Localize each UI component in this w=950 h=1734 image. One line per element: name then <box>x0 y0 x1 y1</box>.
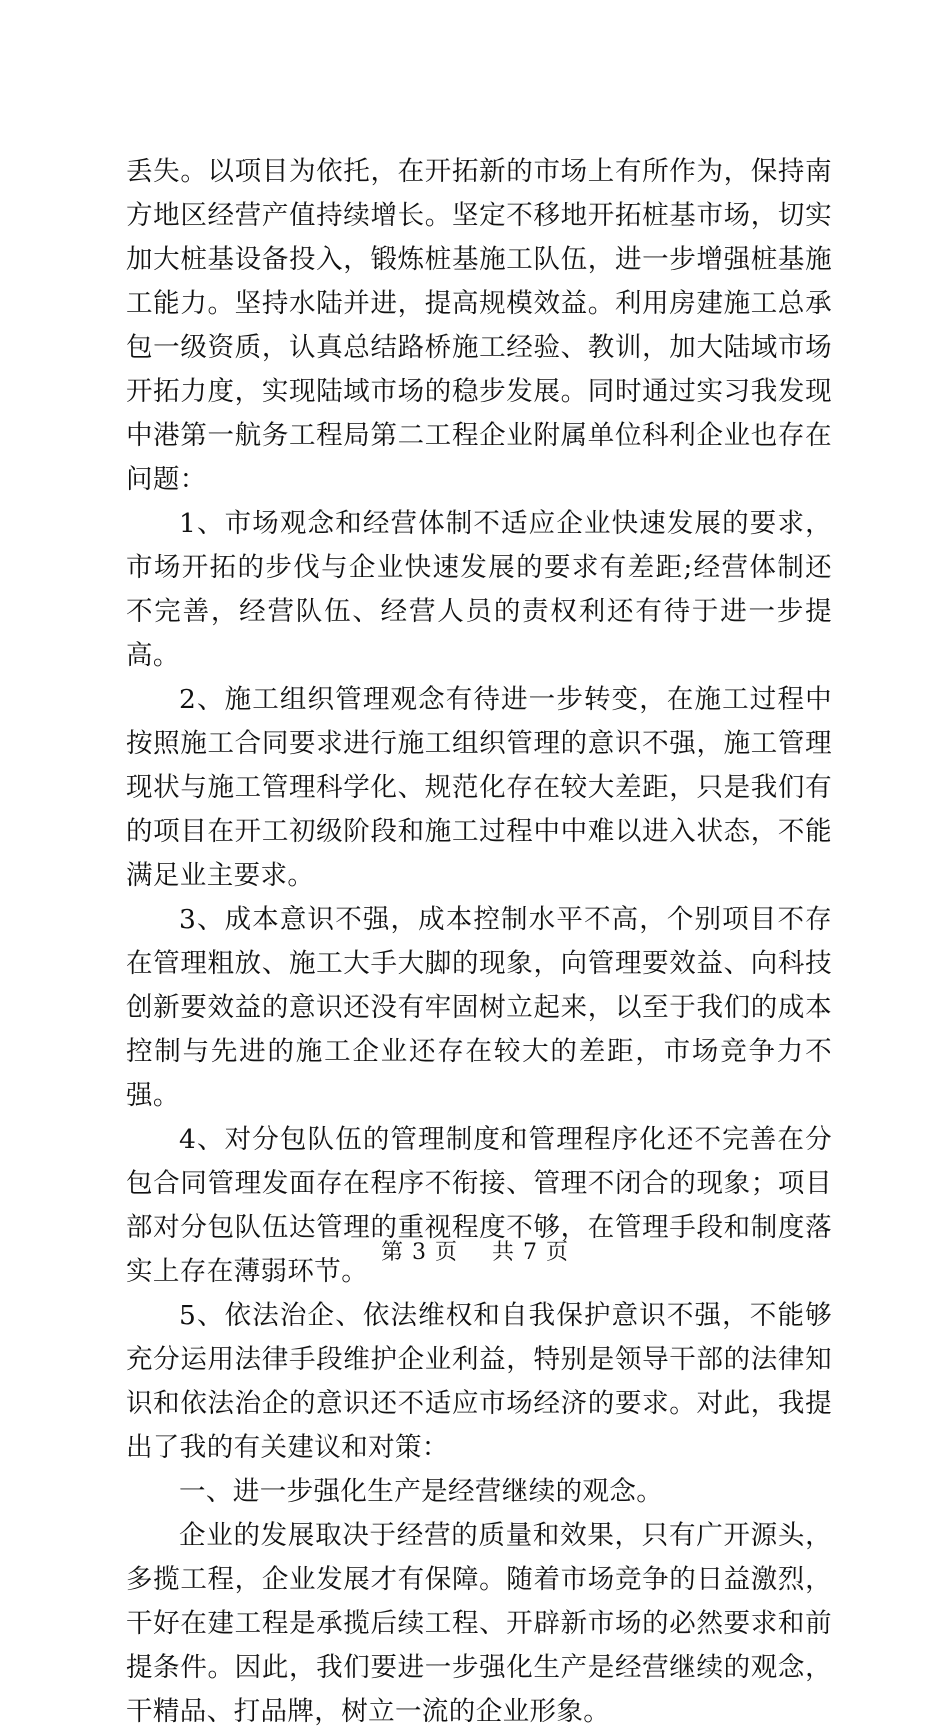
paragraph: 2、施工组织管理观念有待进一步转变，在施工过程中按照施工合同要求进行施工组织管理的意识不强，施工管理现状与施工管理科学化、规范化存在较大差距，只是我们有的项目在开工初级阶段和施工过程中中难以进入状态，不能满足业主要求。 <box>126 684 832 891</box>
document-body <box>126 150 832 1734</box>
paragraph: 1、市场观念和经营体制不适应企业快速发展的要求，市场开拓的步伐与企业快速发展的要求有差距;经营体制还不完善，经营队伍、经营人员的责权利还有待于进一步提高。 <box>126 508 832 671</box>
page-footer <box>0 1235 950 1266</box>
paragraph: 3、成本意识不强，成本控制水平不高，个别项目不存在管理粗放、施工大手大脚的现象，向管理要效益、向科技创新要效益的意识还没有牢固树立起来，以至于我们的成本控制与先进的施工企业还存在较大的差距，市场竞争力不强。 <box>126 904 832 1111</box>
footer-total-pages: 共 7 页 <box>492 1240 569 1265</box>
paragraph: 丢失。以项目为依托，在开拓新的市场上有所作为，保持南方地区经营产值持续增长。坚定不移地开拓桩基市场，切实加大桩基设备投入，锻炼桩基施工队伍，进一步增强桩基施工能力。坚持水陆并进，提高规模效益。利用房建施工总承包一级资质，认真总结路桥施工经验、教训，加大陆域市场开拓力度，实现陆域市场的稳步发展。同时通过实习我发现中港第一航务工程局第二工程企业附属单位科利企业也存在问题： <box>126 156 832 495</box>
footer-current-page: 第 3 页 <box>381 1240 458 1265</box>
paragraph: 企业的发展取决于经营的质量和效果，只有广开源头，多揽工程，企业发展才有保障。随着市场竞争的日益激烈，干好在建工程是承揽后续工程、开辟新市场的必然要求和前提条件。因此，我们要进一步强化生产是经营继续的观念，干精品、打品牌，树立一流的企业形象。 <box>126 1520 832 1727</box>
paragraph: 一、进一步强化生产是经营继续的观念。 <box>179 1476 664 1507</box>
paragraph: 5、依法治企、依法维权和自我保护意识不强，不能够充分运用法律手段维护企业利益，特别是领导干部的法律知识和依法治企的意识还不适应市场经济的要求。对此，我提出了我的有关建议和对策： <box>126 1300 832 1463</box>
paragraph: 4、对分包队伍的管理制度和管理程序化还不完善在分包合同管理发面存在程序不衔接、管理不闭合的现象；项目部对分包队伍达管理的重视程度不够，在管理手段和制度落实上存在薄弱环节。 <box>126 1124 832 1287</box>
